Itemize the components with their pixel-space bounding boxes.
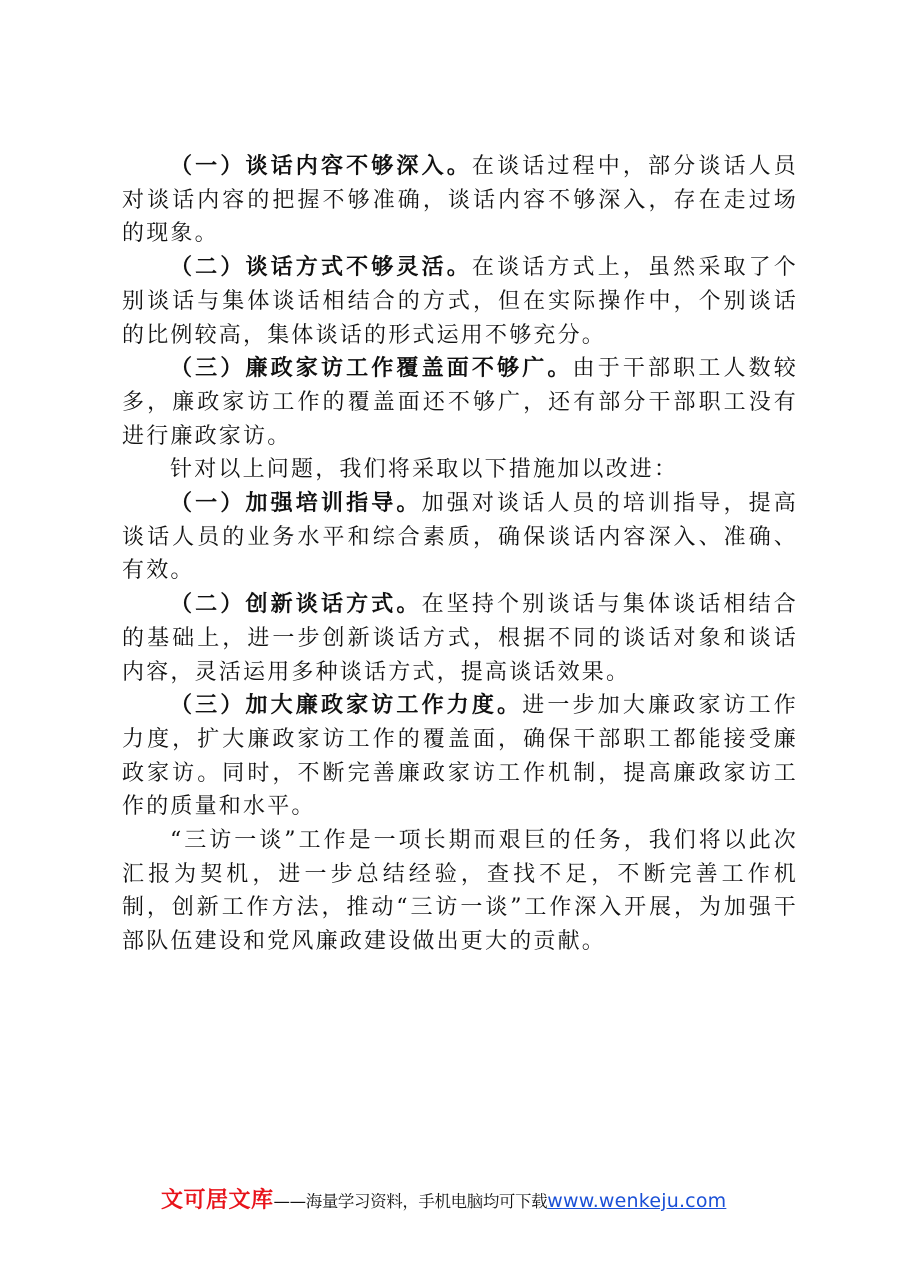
- footer-brand: 文可居文库: [161, 1188, 274, 1213]
- document-body: [122, 150, 798, 959]
- paragraph-heading: （二）创新谈话方式。: [170, 592, 422, 618]
- paragraph-issue-1: [122, 150, 798, 251]
- paragraph-text: 加强对谈话人员的培训指导，提高谈话人员的业务水平和综合素质，确保谈话内容深入、准确、有效。: [122, 491, 798, 584]
- paragraph-text: 针对以上问题，我们将采取以下措施加以改进：: [170, 457, 679, 483]
- paragraph-text: 在谈话方式上，虽然采取了个别谈话与集体谈话相结合的方式，但在实际操作中，个别谈话的比例较高，集体谈话的形式运用不够充分。: [122, 255, 798, 348]
- paragraph-text: 由于干部职工人数较多，廉政家访工作的覆盖面还不够广，还有部分干部职工没有进行廉政家访。: [122, 356, 798, 449]
- paragraph-heading: （一）谈话内容不够深入。: [170, 154, 472, 179]
- footer-site-link[interactable]: www.wenkeju.com: [547, 1190, 727, 1212]
- paragraph-transition: [122, 453, 798, 487]
- paragraph-issue-2: [122, 251, 798, 352]
- paragraph-measure-3: [122, 689, 798, 824]
- footer-watermark: [161, 1183, 801, 1213]
- paragraph-conclusion: [122, 824, 798, 959]
- paragraph-text: 在坚持个别谈话与集体谈话相结合的基础上，进一步创新谈话方式，根据不同的谈话对象和谈话内容，灵活运用多种谈话方式，提高谈话效果。: [122, 592, 798, 685]
- paragraph-issue-3: [122, 352, 798, 453]
- paragraph-heading: （二）谈话方式不够灵活。: [170, 255, 472, 281]
- paragraph-heading: （三）加大廉政家访工作力度。: [170, 693, 523, 719]
- paragraph-heading: （一）加强培训指导。: [170, 491, 422, 517]
- paragraph-text: 进一步加大廉政家访工作力度，扩大廉政家访工作的覆盖面，确保干部职工都能接受廉政家访。同时，不断完善廉政家访工作机制，提高廉政家访工作的质量和水平。: [122, 693, 798, 820]
- paragraph-heading: （三）廉政家访工作覆盖面不够广。: [170, 356, 573, 382]
- paragraph-measure-2: [122, 588, 798, 689]
- paragraph-measure-1: [122, 487, 798, 588]
- paragraph-text: “三访一谈”工作是一项长期而艰巨的任务，我们将以此次汇报为契机，进一步总结经验，查找不足，不断完善工作机制，创新工作方法，推动“三访一谈”工作深入开展，为加强干部队伍建设和党风廉政建设做出更大的贡献。: [122, 828, 798, 955]
- footer-slogan: ——海量学习资料，手机电脑均可下载: [273, 1192, 548, 1211]
- paragraph-text: 在谈话过程中，部分谈话人员对谈话内容的把握不够准确，谈话内容不够深入，存在走过场的现象。: [122, 154, 798, 247]
